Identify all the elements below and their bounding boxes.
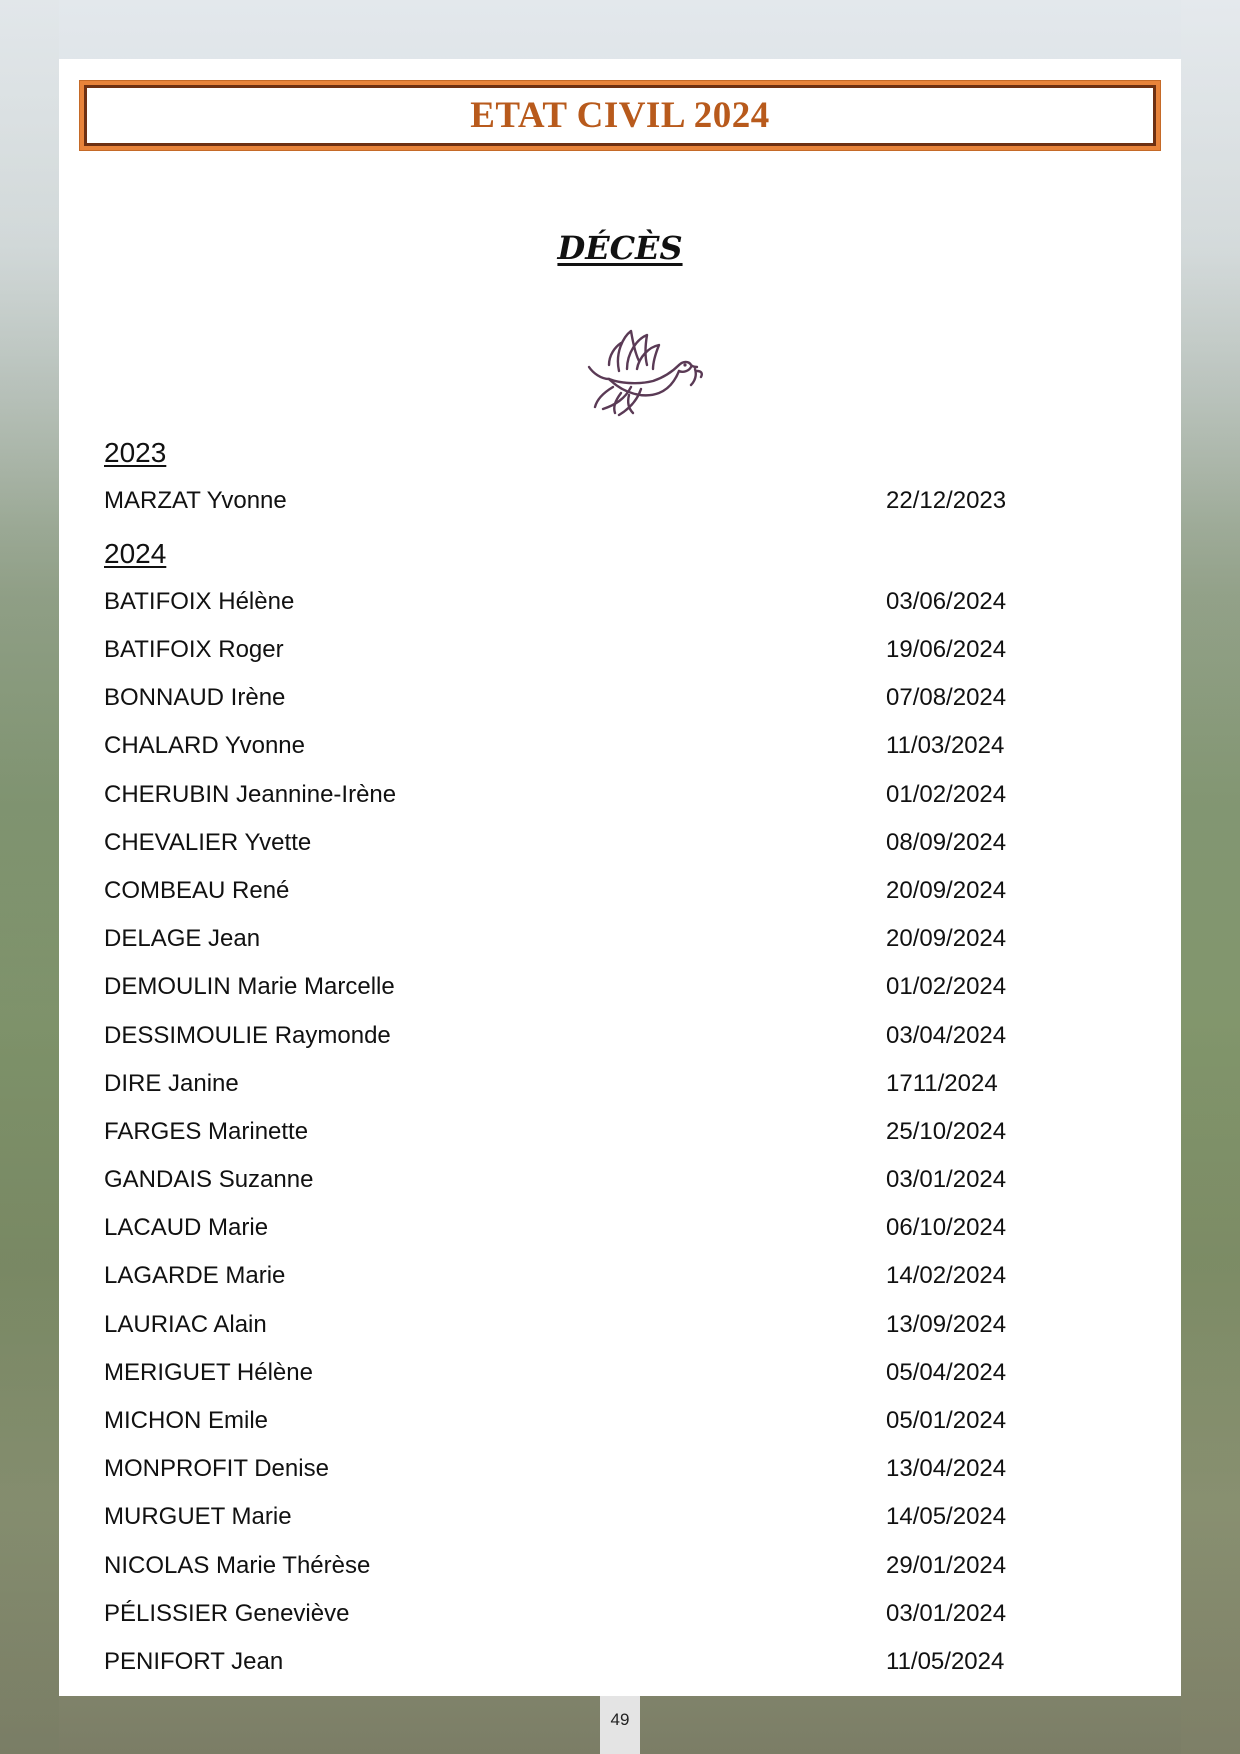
year-heading-2024: 2024 (104, 538, 167, 569)
deceased-name: CHERUBIN Jeannine-Irène (104, 781, 397, 808)
deceased-name: CHEVALIER Yvette (104, 829, 312, 856)
deceased-name: FARGES Marinette (104, 1118, 309, 1145)
list-item (104, 684, 1104, 714)
page-title: ETAT CIVIL 2024 (470, 95, 770, 136)
deceased-name: LAURIAC Alain (104, 1311, 267, 1338)
deceased-name: NICOLAS Marie Thérèse (104, 1552, 371, 1579)
list-item (104, 781, 1104, 811)
death-date: 03/01/2024 (886, 1166, 1007, 1193)
death-date: 1711/2024 (886, 1070, 998, 1097)
death-date: 25/10/2024 (886, 1118, 1007, 1145)
deceased-name: MICHON Emile (104, 1407, 269, 1434)
deceased-name: BATIFOIX Hélène (104, 588, 295, 615)
death-date: 11/03/2024 (886, 732, 1005, 759)
deceased-name: MURGUET Marie (104, 1503, 292, 1530)
document-page (59, 59, 1181, 1696)
deceased-name: PÉLISSIER Geneviève (104, 1600, 350, 1627)
list-item (104, 1407, 1104, 1437)
list-item (104, 487, 1104, 517)
section-title: DÉCÈS (557, 229, 683, 267)
list-item (104, 877, 1104, 907)
death-date: 03/06/2024 (886, 588, 1007, 615)
deceased-name: PENIFORT Jean (104, 1648, 284, 1675)
list-item (104, 732, 1104, 762)
death-date: 01/02/2024 (886, 781, 1007, 808)
deceased-name: DESSIMOULIE Raymonde (104, 1022, 391, 1049)
deceased-name: DEMOULIN Marie Marcelle (104, 973, 395, 1000)
list-item (104, 925, 1104, 955)
list-item (104, 1359, 1104, 1389)
list-item (104, 1118, 1104, 1148)
list-item (104, 1166, 1104, 1196)
year-heading-2023: 2023 (104, 437, 167, 468)
death-date: 13/04/2024 (886, 1455, 1007, 1482)
list-item (104, 1455, 1104, 1485)
death-date: 06/10/2024 (886, 1214, 1007, 1241)
background-photo-left (0, 0, 59, 1754)
list-item (104, 1070, 1104, 1100)
death-date: 14/05/2024 (886, 1503, 1007, 1530)
list-item (104, 1022, 1104, 1052)
death-date: 22/12/2023 (886, 487, 1007, 514)
list-item (104, 636, 1104, 666)
death-date: 07/08/2024 (886, 684, 1007, 711)
death-date: 05/01/2024 (886, 1407, 1007, 1434)
list-item (104, 1600, 1104, 1630)
background-photo-right (1181, 0, 1240, 1754)
deceased-name: MERIGUET Hélène (104, 1359, 313, 1386)
death-date: 05/04/2024 (886, 1359, 1007, 1386)
list-item (104, 1503, 1104, 1533)
deceased-name: CHALARD Yvonne (104, 732, 305, 759)
death-date: 14/02/2024 (886, 1262, 1007, 1289)
list-item (104, 973, 1104, 1003)
list-item (104, 1311, 1104, 1341)
dove-icon (579, 309, 707, 429)
list-item (104, 1648, 1104, 1678)
list-item (104, 588, 1104, 618)
death-date: 13/09/2024 (886, 1311, 1007, 1338)
deceased-name: MONPROFIT Denise (104, 1455, 329, 1482)
deceased-name: DIRE Janine (104, 1070, 239, 1097)
list-item (104, 1552, 1104, 1582)
death-date: 11/05/2024 (886, 1648, 1005, 1675)
death-date: 01/02/2024 (886, 973, 1007, 1000)
death-date: 29/01/2024 (886, 1552, 1007, 1579)
list-item (104, 1262, 1104, 1292)
list-item (104, 829, 1104, 859)
deceased-name: GANDAIS Suzanne (104, 1166, 314, 1193)
death-date: 19/06/2024 (886, 636, 1007, 663)
title-banner (79, 80, 1161, 151)
list-item (104, 1214, 1104, 1244)
deceased-name: DELAGE Jean (104, 925, 261, 952)
deceased-name: MARZAT Yvonne (104, 487, 287, 514)
death-date: 20/09/2024 (886, 877, 1007, 904)
deceased-name: BONNAUD Irène (104, 684, 286, 711)
deceased-name: LACAUD Marie (104, 1214, 269, 1241)
deceased-name: LAGARDE Marie (104, 1262, 286, 1289)
deceased-name: BATIFOIX Roger (104, 636, 284, 663)
page-number: 49 (600, 1696, 640, 1754)
death-date: 08/09/2024 (886, 829, 1007, 856)
death-date: 20/09/2024 (886, 925, 1007, 952)
death-date: 03/01/2024 (886, 1600, 1007, 1627)
death-date: 03/04/2024 (886, 1022, 1007, 1049)
deceased-name: COMBEAU René (104, 877, 290, 904)
